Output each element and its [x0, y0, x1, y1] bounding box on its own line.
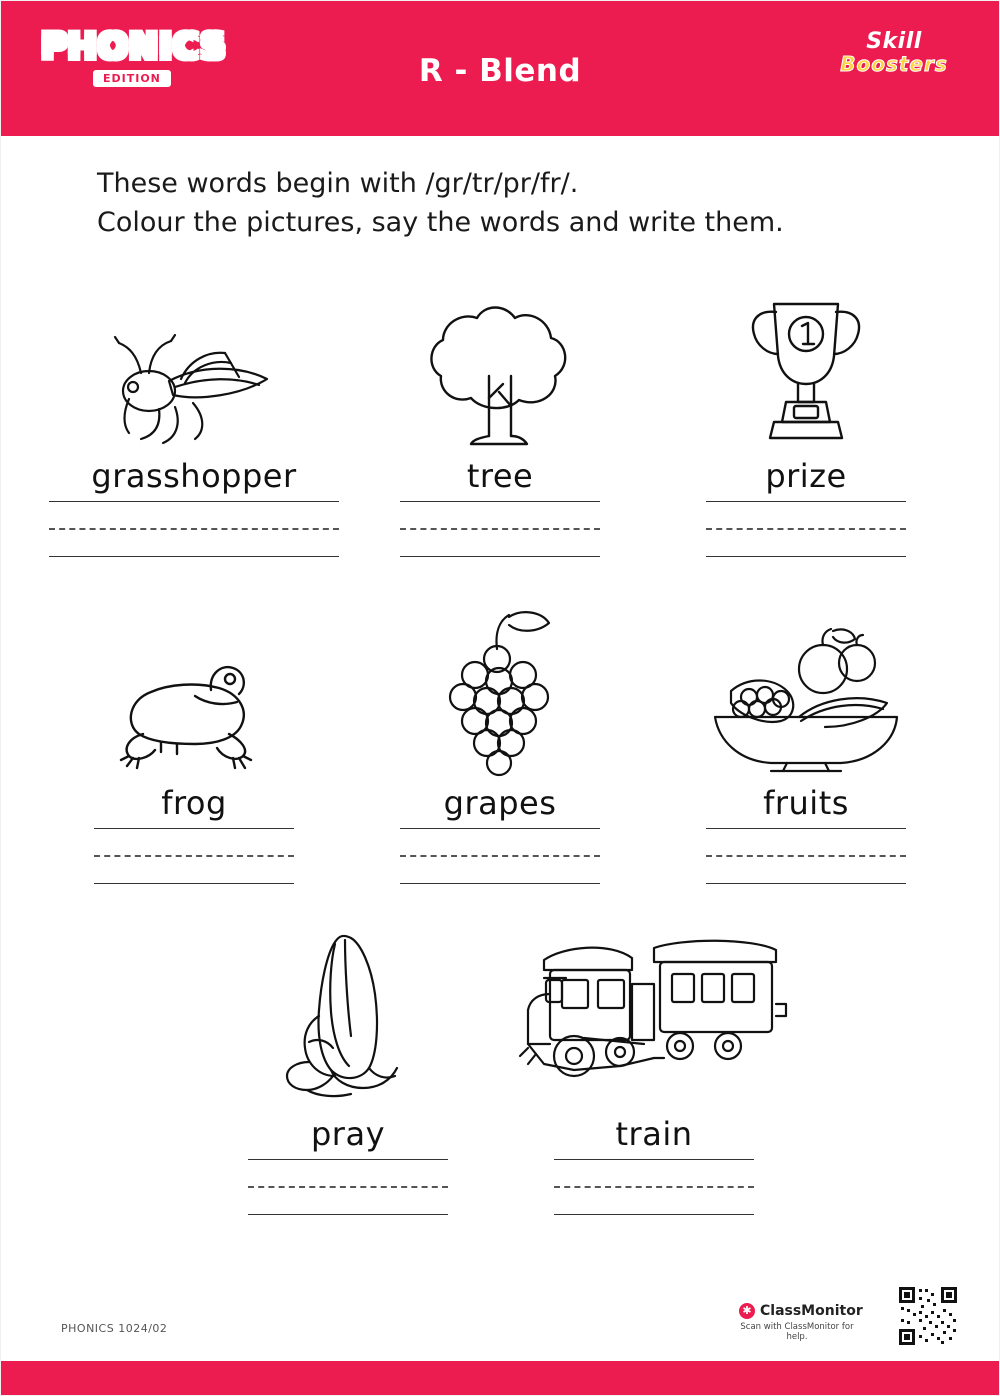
writing-lines [248, 1159, 448, 1215]
classmonitor-branding [739, 1303, 869, 1343]
word-label: grapes [443, 784, 557, 822]
classmonitor-name: ClassMonitor [760, 1302, 863, 1319]
writing-line-dashed[interactable] [49, 528, 339, 530]
writing-line-top[interactable] [554, 1159, 754, 1160]
grapes-icon [425, 593, 575, 778]
writing-line-top[interactable] [49, 501, 339, 502]
writing-line-dashed[interactable] [400, 528, 600, 530]
worksheet-row [41, 593, 961, 884]
worksheet-item [501, 924, 807, 1215]
writing-lines [400, 501, 600, 557]
writing-line-dashed[interactable] [706, 855, 906, 857]
skill-boosters-top-text: Skill [866, 29, 922, 54]
writing-lines [706, 828, 906, 884]
word-label: fruits [763, 784, 849, 822]
phonics-logo-edition: EDITION [93, 70, 171, 87]
writing-line-dashed[interactable] [706, 528, 906, 530]
word-label: train [615, 1115, 693, 1153]
writing-line-bottom[interactable] [706, 556, 906, 557]
writing-line-top[interactable] [400, 501, 600, 502]
worksheet-item [347, 266, 653, 557]
writing-line-bottom[interactable] [49, 556, 339, 557]
writing-line-top[interactable] [248, 1159, 448, 1160]
page-header [1, 1, 999, 136]
worksheet-item [653, 593, 959, 884]
classmonitor-scan-text: Scan with ClassMonitor for help. [740, 1321, 854, 1343]
writing-lines [94, 828, 294, 884]
skill-boosters-bottom-text: Boosters [840, 52, 948, 76]
writing-line-bottom[interactable] [706, 883, 906, 884]
worksheet-item [653, 266, 959, 557]
writing-lines [400, 828, 600, 884]
writing-line-top[interactable] [706, 501, 906, 502]
worksheet-item [195, 924, 501, 1215]
worksheet-item [41, 266, 347, 557]
writing-lines [706, 501, 906, 557]
worksheet-code: PHONICS 1024/02 [61, 1322, 168, 1335]
word-label: prize [765, 457, 847, 495]
qr-code[interactable] [897, 1285, 959, 1347]
writing-line-dashed[interactable] [554, 1186, 754, 1188]
worksheet-item [347, 593, 653, 884]
writing-line-bottom[interactable] [248, 1214, 448, 1215]
writing-lines [49, 501, 339, 557]
instruction-line-2: Colour the pictures, say the words and write them. [97, 207, 784, 239]
writing-line-dashed[interactable] [248, 1186, 448, 1188]
footer-bar [1, 1361, 999, 1395]
fruit-bowl-icon [701, 593, 911, 778]
writing-lines [554, 1159, 754, 1215]
writing-line-bottom[interactable] [554, 1214, 754, 1215]
tree-icon [415, 266, 585, 451]
writing-line-bottom[interactable] [400, 883, 600, 884]
praying-hands-icon [273, 924, 423, 1109]
frog-icon [99, 593, 289, 778]
word-label: grasshopper [91, 457, 297, 495]
trophy-icon [726, 266, 886, 451]
writing-line-top[interactable] [400, 828, 600, 829]
worksheet-grid [41, 266, 961, 1215]
writing-line-dashed[interactable] [400, 855, 600, 857]
writing-line-top[interactable] [706, 828, 906, 829]
worksheet-row [41, 266, 961, 557]
classmonitor-star-icon: ✱ [739, 1303, 755, 1319]
grasshopper-icon [89, 266, 299, 451]
worksheet-row [41, 924, 961, 1215]
train-icon [514, 924, 794, 1109]
word-label: frog [161, 784, 227, 822]
word-label: pray [310, 1115, 385, 1153]
writing-line-dashed[interactable] [94, 855, 294, 857]
skill-boosters-logo [829, 31, 959, 105]
writing-line-top[interactable] [94, 828, 294, 829]
writing-line-bottom[interactable] [94, 883, 294, 884]
instruction-line-1: These words begin with /gr/tr/pr/fr/. [97, 168, 579, 199]
phonics-logo-text: PHONICS [41, 27, 227, 67]
writing-line-bottom[interactable] [400, 556, 600, 557]
instructions [97, 164, 947, 242]
page-title: R - Blend [418, 53, 582, 89]
word-label: tree [466, 457, 534, 495]
worksheet-item [41, 593, 347, 884]
